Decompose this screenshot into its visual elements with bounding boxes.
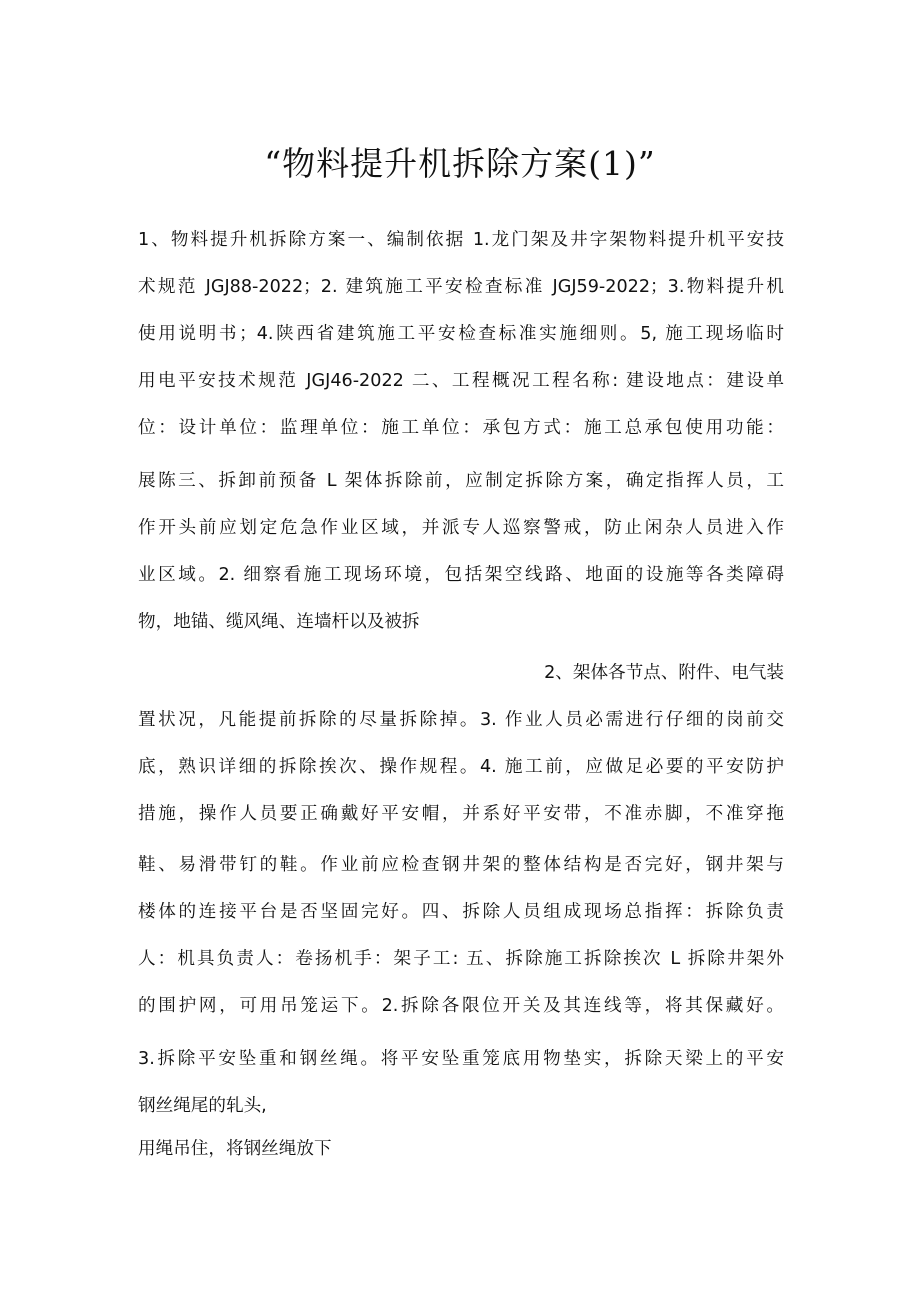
body-line-9: 物，地锚、缆风绳、连墙杆以及被拆 <box>138 612 420 632</box>
body-line-13: 措施，操作人员要正确戴好平安帽，并系好平安带，不准赤脚，不准穿拖 <box>138 804 784 824</box>
body-line-3: 使用说明书；4.陕西省建筑施工平安检查标准实施细则。5, 施工现场临时 <box>138 324 784 344</box>
body-line-18: 3.拆除平安坠重和钢丝绳。将平安坠重笼底用物垫实，拆除天梁上的平安 <box>138 1049 784 1069</box>
body-line-17: 的围护网，可用吊笼运下。2.拆除各限位开关及其连线等，将其保藏好。 <box>138 996 784 1016</box>
body-line-14: 鞋、易滑带钉的鞋。作业前应检查钢井架的整体结构是否完好，钢井架与 <box>138 855 784 875</box>
body-line-6: 展陈三、拆卸前预备 L 架体拆除前，应制定拆除方案，确定指挥人员，工 <box>138 471 784 491</box>
body-line-11: 置状况，凡能提前拆除的尽量拆除掉。3. 作业人员必需进行仔细的岗前交 <box>138 710 784 730</box>
body-line-20: 用绳吊住，将钢丝绳放下 <box>138 1139 332 1159</box>
body-line-19: 钢丝绳尾的轧头, <box>138 1096 267 1116</box>
body-line-12: 底，熟识详细的拆除挨次、操作规程。4. 施工前，应做足必要的平安防护 <box>138 757 784 777</box>
body-line-1: 1、物料提升机拆除方案一、编制依据 1.龙门架及井字架物料提升机平安技 <box>138 230 784 250</box>
body-line-2: 术规范 JGJ88-2022；2. 建筑施工平安检查标准 JGJ59-2022；3.物料提升机 <box>138 277 784 297</box>
body-line-16: 人：机具负责人：卷扬机手：架子工: 五、拆除施工拆除挨次 L 拆除井架外 <box>138 949 784 969</box>
page-title: “物料提升机拆除方案(1)” <box>264 144 656 183</box>
body-line-8: 业区域。2. 细察看施工现场环境，包括架空线路、地面的设施等各类障碍 <box>138 565 784 585</box>
body-line-7: 作开头前应划定危急作业区域，并派专人巡察警戒，防止闲杂人员进入作 <box>138 518 784 538</box>
body-line-15: 楼体的连接平台是否坚固完好。四、拆除人员组成现场总指挥：拆除负责 <box>138 902 784 922</box>
section-line-2-start: 2、架体各节点、附件、电气装 <box>544 663 784 683</box>
body-line-5: 位：设计单位：监理单位：施工单位：承包方式：施工总承包使用功能： <box>138 418 784 438</box>
body-line-4: 用电平安技术规范 JGJ46-2022 二、工程概况工程名称: 建设地点：建设单 <box>138 371 784 391</box>
